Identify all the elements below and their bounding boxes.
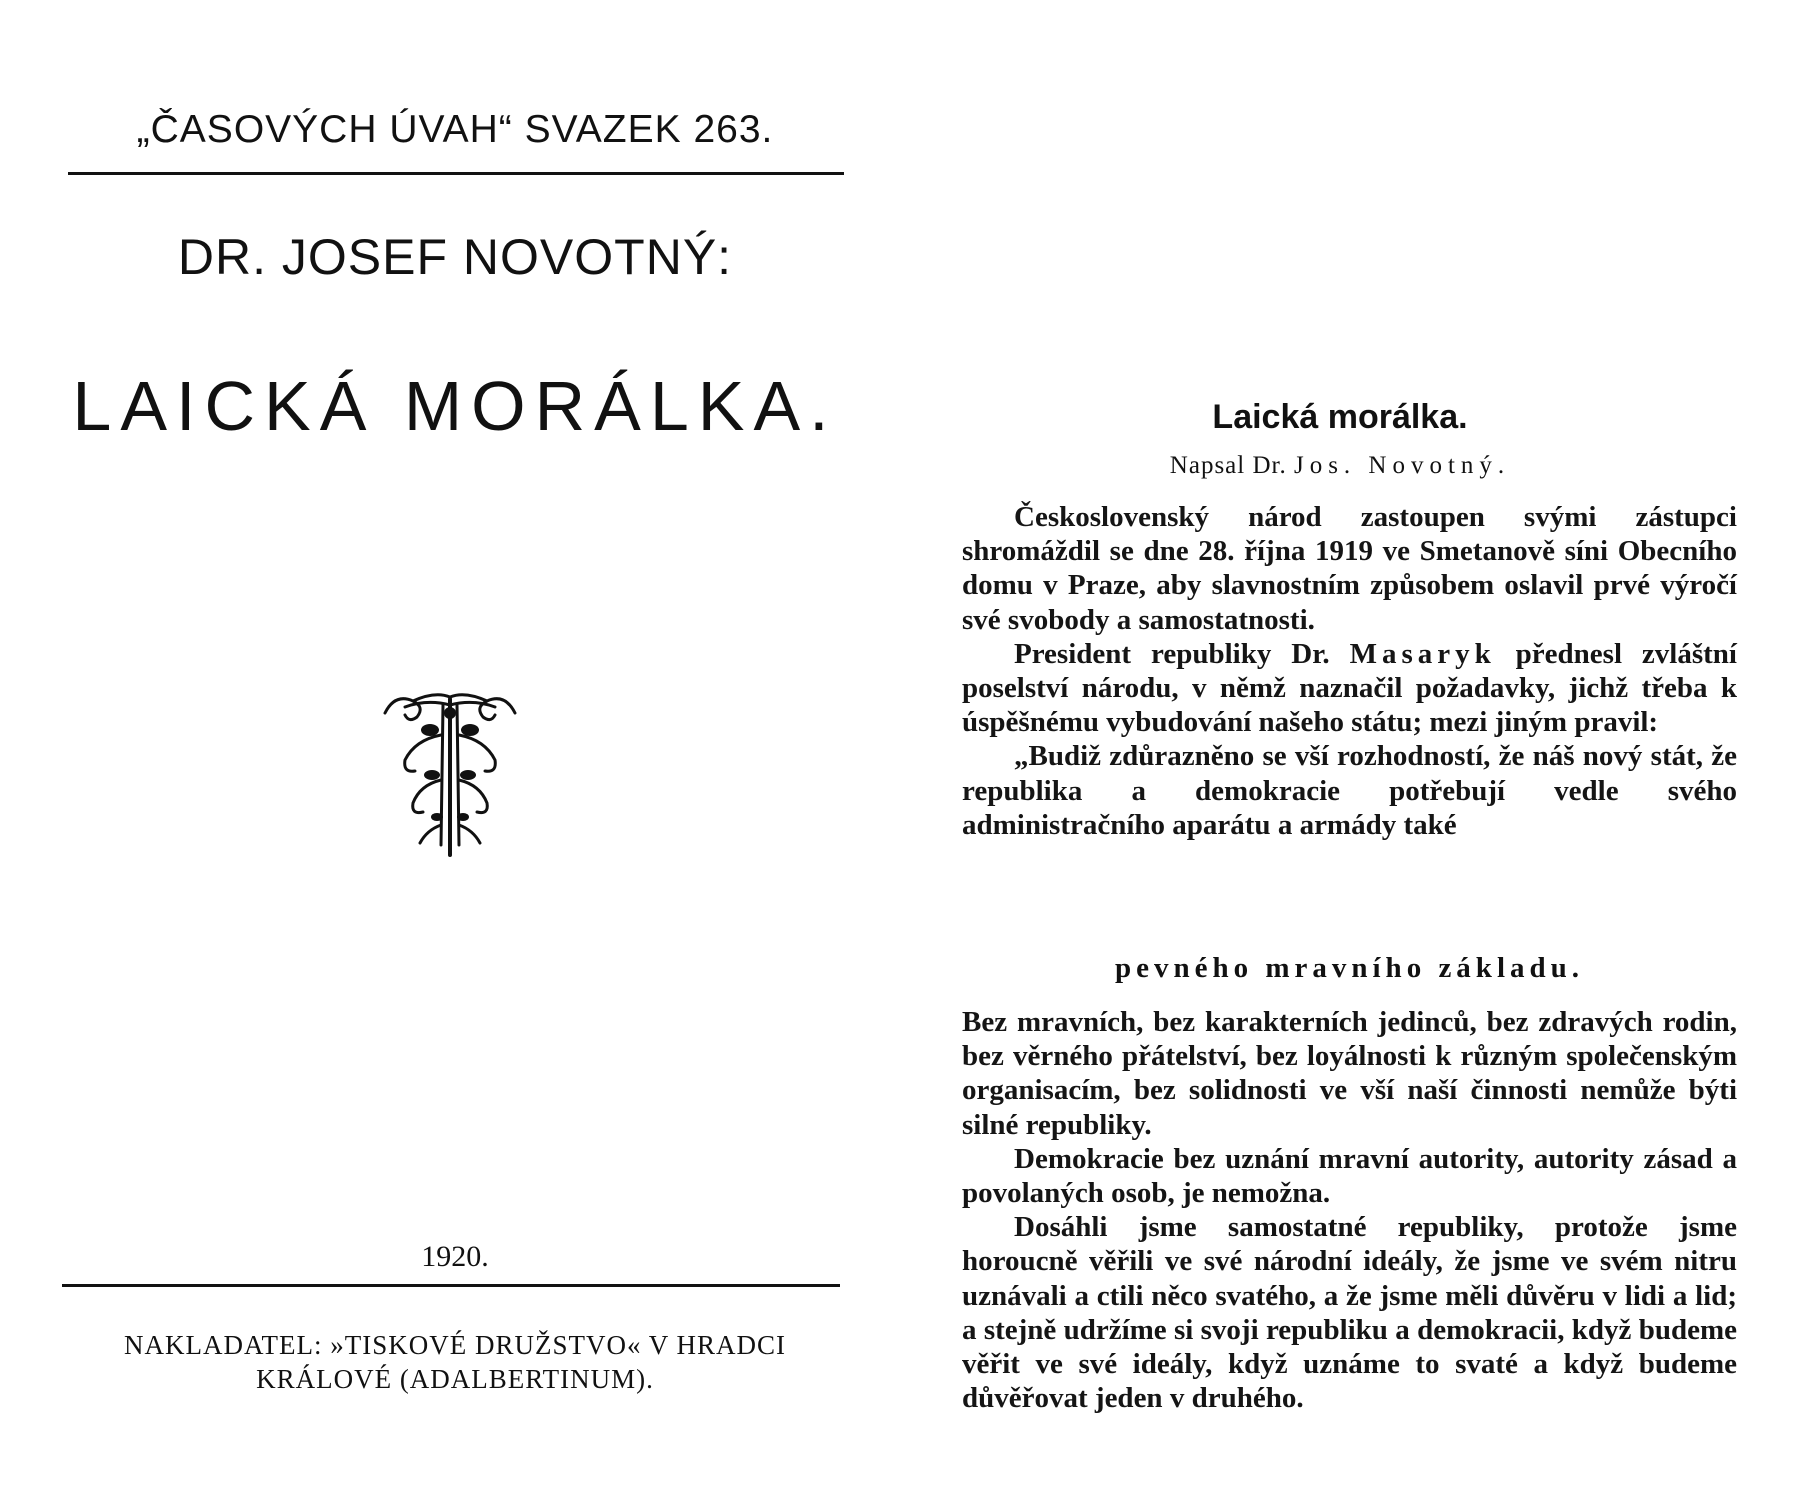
- bottom-rule: [62, 1284, 840, 1287]
- author-name: DR. JOSEF NOVOTNÝ:: [177, 229, 733, 285]
- paragraph-1: Československý národ zastoupen svými zástupci shromáždil se dne 28. října 1919 ve Smetanově síni Obecního domu v Praze, aby slavnostním způsobem oslavil prvé výročí své svobody a samostatnosti.: [962, 501, 1737, 636]
- text-block-2: [962, 1005, 1737, 1415]
- byline-prefix: Napsal Dr.: [1169, 452, 1287, 479]
- book-title: LAICKÁ MORÁLKA.: [72, 367, 838, 445]
- paragraph-2: [962, 637, 1737, 740]
- publisher-line-2: KRÁLOVÉ (ADALBERTINUM).: [256, 1364, 654, 1394]
- paragraph-2-start: President republiky Dr.: [1014, 637, 1330, 670]
- paragraph-2-name: Masaryk: [1349, 637, 1496, 670]
- paragraph-4: Bez mravních, bez karakterních jedinců, bez zdravých rodin, bez věrného přátelství, bez loyálnosti k různým společenským organisacím, bez solidnosti ve vší naší činnosti nemůže býti silné republiky.: [962, 1006, 1737, 1141]
- publisher-imprint: [55, 1328, 855, 1396]
- title-page: [0, 0, 860, 1500]
- top-rule: [68, 172, 844, 175]
- paragraph-5: Demokracie bez uznání mravní autority, autority zásad a povolaných osob, je nemožna.: [962, 1142, 1737, 1210]
- publication-year: 1920.: [421, 1240, 489, 1273]
- paragraph-3: „Budiž zdůrazněno se vší rozhodností, že náš nový stát, že republika a demokracie potřebují vedle svého administračního aparátu a armády také: [962, 740, 1737, 841]
- text-page: [930, 0, 1800, 1500]
- chapter-title: Laická morálka.: [1212, 398, 1468, 436]
- byline: [960, 452, 1720, 480]
- publisher-line-1: NAKLADATEL: »TISKOVÉ DRUŽSTVO« V HRADCI: [124, 1330, 786, 1360]
- emphasis-line: pevného mravního základu.: [1114, 952, 1585, 984]
- byline-author: Jos. Novotný.: [1293, 452, 1511, 479]
- text-block-1: [962, 500, 1737, 842]
- floral-ornament-icon: [375, 685, 525, 860]
- paragraph-6: Dosáhli jsme samostatné republiky, protože jsme horoucně věřili ve své národní ideály, že jsme ve svém nitru uznávali a ctili něco svatého, a že jsme měli důvěru v lidi a lid; a stejně udržíme si svoji republiku a demokracii, když budeme věřit ve své ideály, když uznáme to svaté a když budeme důvěřovat jeden v druhého.: [962, 1211, 1737, 1415]
- series-heading: „ČASOVÝCH ÚVAH“ SVAZEK 263.: [136, 108, 774, 151]
- paragraph-2-end: přednesl zvláštní poselství národu, v němž naznačil požadavky, jichž třeba k úspěšnému vybudování našeho státu; mezi jiným pravil:: [962, 637, 1737, 739]
